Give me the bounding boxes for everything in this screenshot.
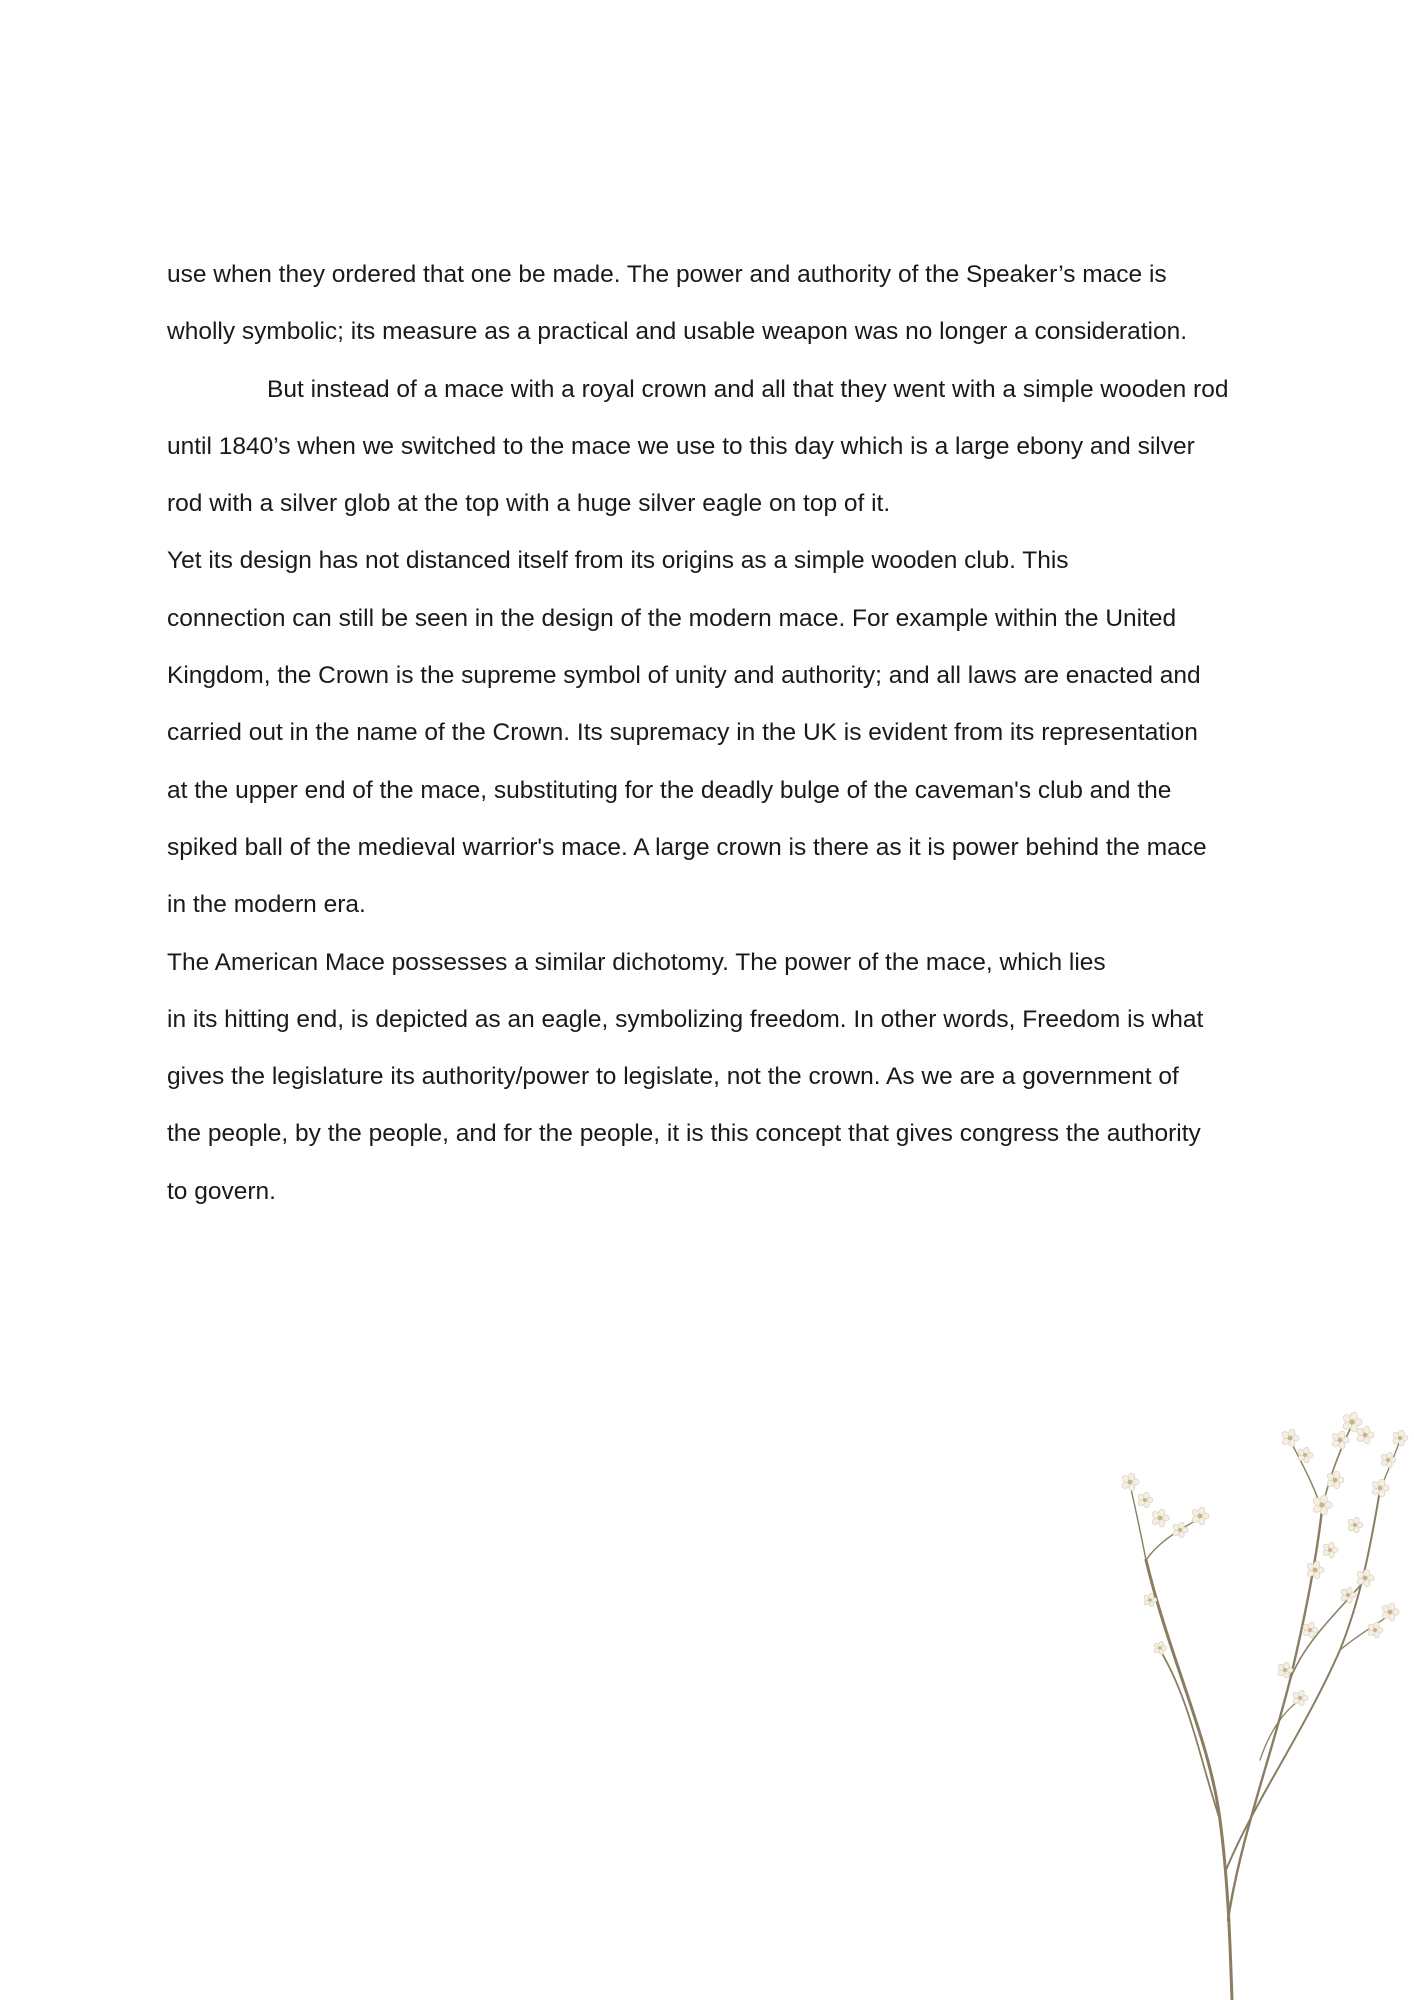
flower-blossom [1191,1506,1210,1525]
text-line: the people, by the people, and for the people, it is this concept that gives congress the authority [167,1120,1201,1148]
flower-blossom [1297,1446,1313,1463]
flower-blossom [1356,1425,1375,1444]
flower-blossom [1380,1451,1396,1468]
flower-stem [1260,1700,1300,1760]
flower-blossom [1312,1494,1333,1516]
flower-blossom [1121,1472,1140,1491]
flower-blossom [1151,1508,1170,1527]
text-line: carried out in the name of the Crown. Its supremacy in the UK is evident from its representation [167,719,1198,747]
flower-blossom [1153,1641,1167,1656]
flower-blossom [1392,1429,1408,1446]
flower-blossom [1347,1516,1363,1533]
text-line: rod with a silver glob at the top with a huge silver eagle on top of it. [167,490,891,518]
flower-blossom [1331,1430,1350,1449]
flower-blossom [1137,1491,1153,1508]
text-line: at the upper end of the mace, substituting for the deadly bulge of the caveman's club and the [167,776,1172,804]
text-line: connection can still be seen in the design of the modern mace. For example within the United [167,604,1177,632]
flower-blossom [1367,1621,1383,1638]
flower-blossom [1322,1541,1338,1558]
text-line: spiked ball of the medieval warrior's mace. A large crown is there as it is power behind the mace [167,833,1207,861]
flower-stem [1160,1650,1220,1820]
text-line: wholly symbolic; its measure as a practical and usable weapon was no longer a consideration. [167,318,1188,346]
flower-stem [1146,1560,1232,2000]
flower-blossom [1356,1568,1375,1587]
text-line: Yet its design has not distanced itself from its origins as a simple wooden club. This [167,547,1069,575]
text-line: in its hitting end, is depicted as an eagle, symbolizing freedom. In other words, Freedom is what [167,1005,1204,1033]
text-line: Kingdom, the Crown is the supreme symbol of unity and authority; and all laws are enacted and [167,662,1201,690]
text-line: gives the legislature its authority/power to legislate, not the crown. As we are a government of [167,1063,1179,1091]
text-line: use when they ordered that one be made. The power and authority of the Speaker’s mace is [167,261,1167,288]
flower-blossom [1306,1560,1325,1579]
text-line: The American Mace possesses a similar dichotomy. The power of the mace, which lies [167,948,1106,976]
flower-blossom [1172,1521,1188,1538]
body-text [167,246,1277,1220]
text-line: in the modern era. [167,891,366,919]
flower-blossom [1281,1428,1300,1447]
dried-flower-sprig-icon [1090,1400,1414,2000]
text-line: until 1840’s when we switched to the mace we use to this day which is a large ebony and silver [167,432,1195,460]
flower-blossom [1371,1478,1390,1497]
text-line: to govern. [167,1177,276,1205]
text-line: But instead of a mace with a royal crown and all that they went with a simple wooden rod [267,375,1229,403]
flower-blossom [1340,1586,1356,1603]
flower-stem [1226,1490,1380,1870]
